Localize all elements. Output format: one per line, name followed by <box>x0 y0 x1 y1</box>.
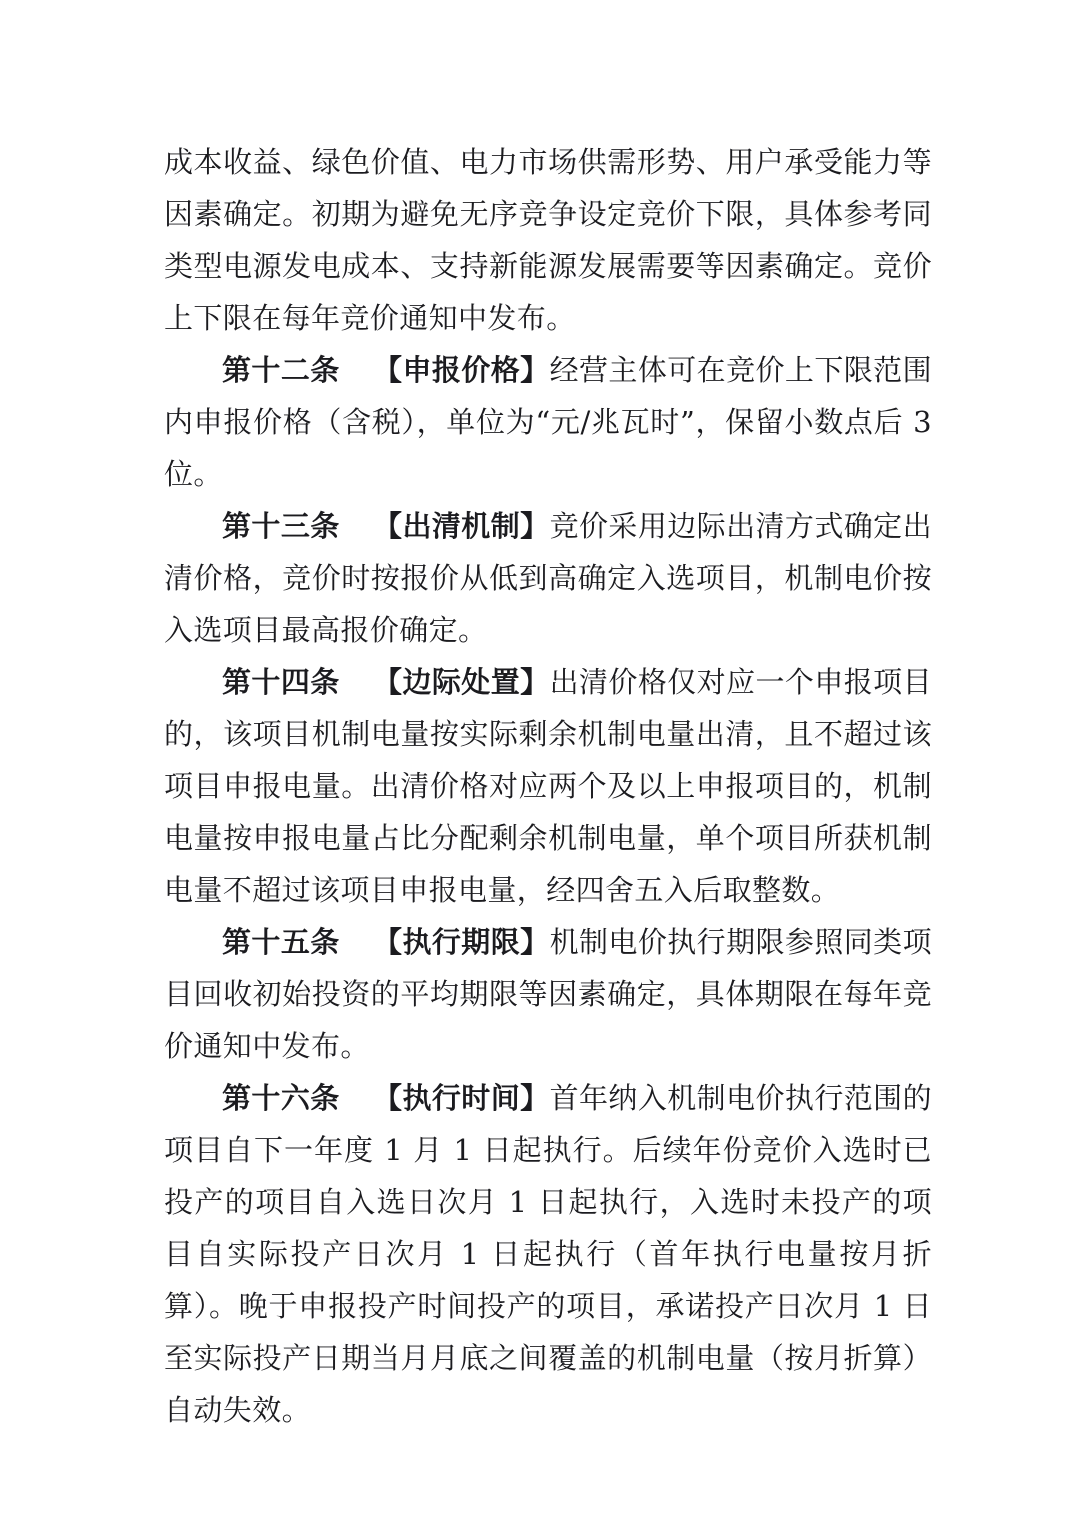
article-title: 【执行时间】 <box>373 1081 550 1115</box>
article-body-text: 竞价采用边际出清方式确定出清价格，竞价时按报价从低到高确定入选项目，机制电价按入选项目最高报价确定。 <box>164 509 933 647</box>
article-title: 【出清机制】 <box>373 509 550 543</box>
paragraph <box>164 1072 932 1436</box>
article-body-text: 成本收益、绿色价值、电力市场供需形势、用户承受能力等因素确定。初期为避免无序竞争设定竞价下限，具体参考同类型电源发电成本、支持新能源发展需要等因素确定。竞价上下限在每年竞价通知中发布。 <box>164 145 932 335</box>
paragraph <box>164 344 932 500</box>
paragraph <box>164 500 932 656</box>
article-number: 第十六条 <box>222 1081 340 1115</box>
article-title: 【边际处置】 <box>373 665 550 699</box>
paragraph <box>164 136 932 344</box>
article-title: 【执行期限】 <box>373 925 550 959</box>
article-number: 第十二条 <box>222 353 340 387</box>
article-number: 第十四条 <box>222 665 340 699</box>
paragraph <box>164 916 932 1072</box>
article-title: 【申报价格】 <box>373 353 550 387</box>
article-body-text: 出清价格仅对应一个申报项目的，该项目机制电量按实际剩余机制电量出清，且不超过该项目申报电量。出清价格对应两个及以上申报项目的，机制电量按申报电量占比分配剩余机制电量，单个项目所获机制电量不超过该项目申报电量，经四舍五入后取整数。 <box>164 665 933 907</box>
article-number: 第十五条 <box>222 925 340 959</box>
article-body-text: 经营主体可在竞价上下限范围内申报价格（含税），单位为“元/兆瓦时”，保留小数点后 3 位。 <box>164 353 933 491</box>
paragraph <box>164 656 932 916</box>
article-body-text: 机制电价执行期限参照同类项目回收初始投资的平均期限等因素确定，具体期限在每年竞价通知中发布。 <box>164 925 933 1063</box>
article-body-text: 首年纳入机制电价执行范围的项目自下一年度 1 月 1 日起执行。后续年份竞价入选时已投产的项目自入选日次月 1 日起执行，入选时未投产的项目自实际投产日次月 1 日起执行（首年执行电量按月折算）。晚于申报投产时间投产的项目，承诺投产日次月 1 日至实际投产日期当月月底之间覆盖的机制电量（按月折算）自动失效。 <box>164 1081 933 1427</box>
article-number: 第十三条 <box>222 509 340 543</box>
